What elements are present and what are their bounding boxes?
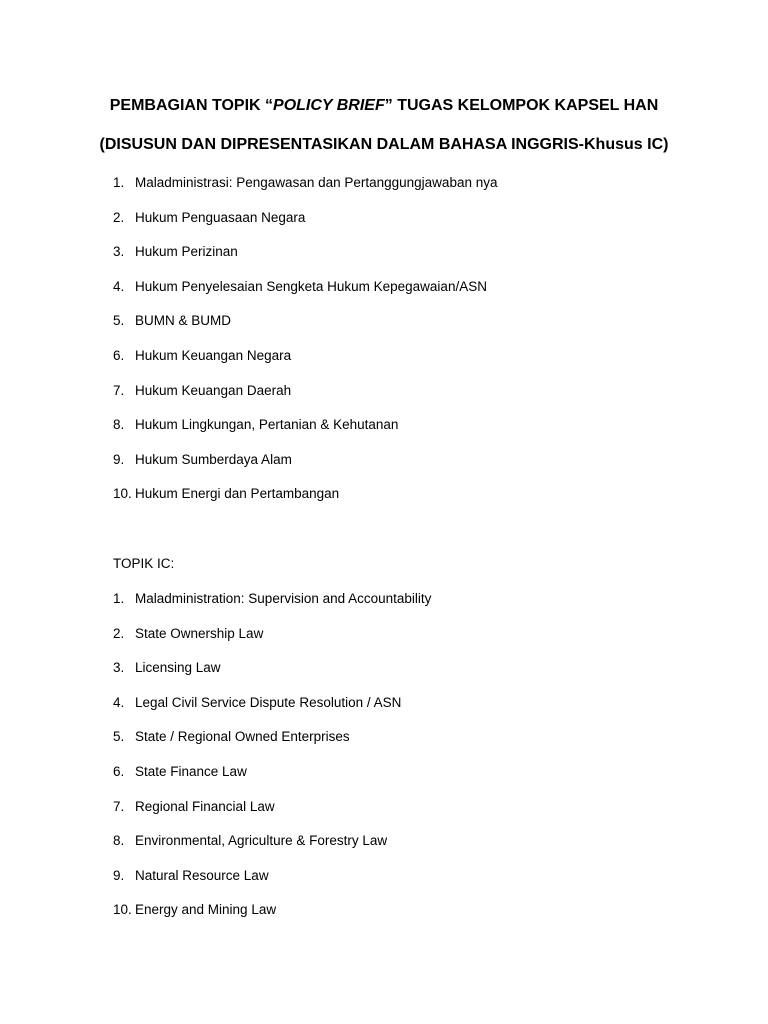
list-item [113, 659, 431, 694]
list-text: Natural Resource Law [135, 867, 269, 883]
list-item [113, 901, 431, 936]
list-number: 3. [113, 244, 125, 260]
list-number: 8. [113, 833, 125, 849]
list-item [113, 798, 431, 833]
list-item [113, 347, 497, 382]
list-item [113, 174, 497, 209]
list-number: 2. [113, 209, 125, 225]
list-item [113, 209, 497, 244]
list-text: Energy and Mining Law [135, 902, 277, 918]
list-item [113, 728, 431, 763]
list-text: Environmental, Agriculture & Forestry Law [135, 833, 388, 849]
document-subtitle: (DISUSUN DAN DIPRESENTASIKAN DALAM BAHASA INGGRIS-Khusus IC) [99, 136, 669, 153]
list-text: Hukum Penguasaan Negara [135, 209, 306, 225]
list-text: State Ownership Law [135, 625, 264, 641]
list-item [113, 694, 431, 729]
list-item [113, 485, 497, 520]
title-italic: POLICY BRIEF [273, 97, 385, 114]
list-item [113, 867, 431, 902]
list-text: Legal Civil Service Dispute Resolution / ASN [135, 694, 402, 710]
list-number: 7. [113, 798, 125, 814]
list-number: 6. [113, 347, 125, 363]
list-text: Hukum Sumberdaya Alam [135, 451, 292, 467]
list-number: 4. [113, 694, 125, 710]
list-text: Hukum Perizinan [135, 244, 238, 260]
topic-list-ic [113, 590, 431, 936]
list-text: Maladministrasi: Pengawasan dan Pertanggungjawaban nya [135, 175, 498, 190]
list-text: State / Regional Owned Enterprises [135, 729, 350, 745]
list-number: 8. [113, 417, 125, 433]
list-number: 2. [113, 625, 125, 641]
list-text: Hukum Energi dan Pertambangan [135, 486, 340, 502]
list-text: State Finance Law [135, 763, 247, 779]
list-item [113, 312, 497, 347]
ic-section-label: TOPIK IC: [113, 556, 175, 571]
list-number: 1. [113, 591, 125, 606]
list-number: 9. [113, 451, 125, 467]
list-item [113, 763, 431, 798]
list-text: BUMN & BUMD [135, 313, 232, 329]
list-number: 6. [113, 763, 125, 779]
list-number: 7. [113, 382, 125, 398]
topic-list-indonesian [113, 174, 497, 520]
list-number: 3. [113, 660, 125, 676]
list-text: Hukum Keuangan Daerah [135, 382, 292, 398]
list-number: 10. [113, 486, 132, 502]
list-text: Maladministration: Supervision and Accountability [135, 591, 432, 606]
list-number: 1. [113, 175, 125, 190]
list-text: Hukum Keuangan Negara [135, 347, 292, 363]
list-number: 10. [113, 902, 132, 918]
list-text: Regional Financial Law [135, 798, 275, 814]
list-text: Licensing Law [135, 660, 221, 676]
list-number: 5. [113, 313, 125, 329]
list-item [113, 832, 431, 867]
list-item [113, 243, 497, 278]
list-item [113, 416, 497, 451]
list-number: 5. [113, 729, 125, 745]
title-suffix: ” TUGAS KELOMPOK KAPSEL HAN [384, 97, 659, 114]
list-text: Hukum Lingkungan, Pertanian & Kehutanan [135, 417, 399, 433]
document-title [0, 96, 768, 116]
list-item [113, 382, 497, 417]
list-item [113, 590, 431, 625]
list-item [113, 625, 431, 660]
list-text: Hukum Penyelesaian Sengketa Hukum Kepegawaian/ASN [135, 278, 487, 294]
list-item [113, 278, 497, 313]
list-number: 9. [113, 867, 125, 883]
title-prefix: PEMBAGIAN TOPIK “ [109, 97, 274, 114]
list-number: 4. [113, 278, 125, 294]
list-item [113, 451, 497, 486]
